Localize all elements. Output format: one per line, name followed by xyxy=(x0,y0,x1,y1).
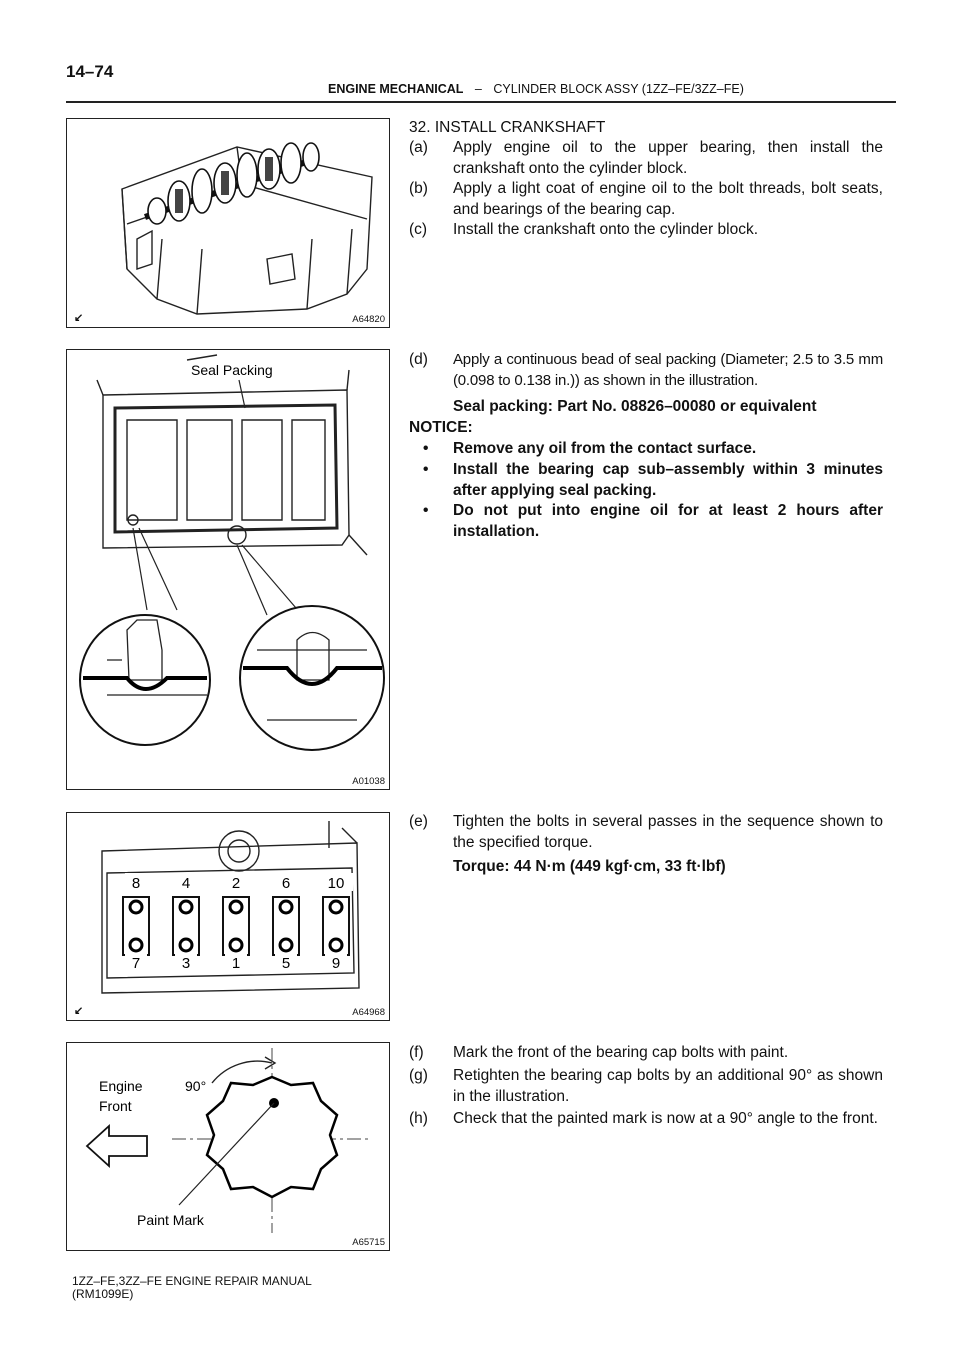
header-rule xyxy=(66,101,896,103)
step-d-spec: Seal packing: Part No. 08826–00080 or equivalent xyxy=(453,398,817,415)
figure-seal-packing xyxy=(66,349,390,790)
notice-title: NOTICE: xyxy=(409,419,473,436)
step-d-text: Apply a continuous bead of seal packing (Diameter; 2.5 to 3.5 mm (0.098 to 0.138 in.)) as shown in the illustration. xyxy=(453,351,883,389)
step-f-text: Mark the front of the bearing cap bolts with paint. xyxy=(453,1044,789,1061)
step-h-label: (h) xyxy=(409,1110,428,1127)
bolt-head-12-point xyxy=(207,1077,337,1197)
paint-mark-label: Paint Mark xyxy=(137,1212,204,1228)
step-g-label: (g) xyxy=(409,1067,428,1084)
notice-1-text: Remove any oil from the contact surface. xyxy=(453,440,757,457)
figure-code: A01038 xyxy=(352,776,385,787)
notice-bullet: • xyxy=(423,440,429,457)
step-a-text: Apply engine oil to the upper bearing, then install the crankshaft onto the cylinder block. xyxy=(453,139,883,177)
bolt-number-6: 6 xyxy=(281,875,291,892)
crankshaft-illustration xyxy=(67,119,389,327)
figure-bolt-sequence xyxy=(66,812,390,1021)
step-b-label: (b) xyxy=(409,180,428,197)
step-c-text: Install the crankshaft onto the cylinder block. xyxy=(453,221,758,238)
figure-code: A65715 xyxy=(352,1237,385,1248)
seal-packing-illustration xyxy=(67,350,389,789)
notice-3-text: Do not put into engine oil for at least 2 hours after installation. xyxy=(453,502,883,540)
figure-icon: ↙︎ xyxy=(74,312,84,324)
header-separator: – xyxy=(474,82,482,96)
footer-line-1: 1ZZ–FE,3ZZ–FE ENGINE REPAIR MANUAL xyxy=(72,1274,312,1288)
figure-crankshaft-install xyxy=(66,118,390,328)
angle-label: 90° xyxy=(185,1078,207,1094)
engine-front-label-line2: Front xyxy=(99,1098,132,1114)
notice-bullet: • xyxy=(423,502,429,519)
seal-packing-label: Seal Packing xyxy=(191,362,273,378)
engine-front-label-line1: Engine xyxy=(99,1078,143,1094)
notice-2-text: Install the bearing cap sub–assembly within 3 minutes after applying seal packing. xyxy=(453,461,883,499)
step-e-text: Tighten the bolts in several passes in the sequence shown to the specified torque. xyxy=(453,813,883,851)
step-a-label: (a) xyxy=(409,139,428,156)
header-section: ENGINE MECHANICAL xyxy=(328,82,464,96)
figure-code: A64968 xyxy=(352,1007,385,1018)
figure-code: A64820 xyxy=(352,314,385,325)
bolt-number-10: 10 xyxy=(327,875,345,892)
figure-icon: ↙︎ xyxy=(74,1005,84,1017)
step-g-text: Retighten the bearing cap bolts by an additional 90° as shown in the illustration. xyxy=(453,1067,883,1105)
bolt-number-4: 4 xyxy=(181,875,191,892)
step-h-text: Check that the painted mark is now at a 90° angle to the front. xyxy=(453,1110,878,1127)
page-number: 14–74 xyxy=(66,62,114,81)
figure-bolt-angle xyxy=(66,1042,390,1251)
notice-bullet: • xyxy=(423,461,429,478)
bolt-number-5: 5 xyxy=(281,955,291,972)
step-e-spec: Torque: 44 N·m (449 kgf·cm, 33 ft·lbf) xyxy=(453,858,726,875)
step-d-label: (d) xyxy=(409,351,428,368)
step-e-label: (e) xyxy=(409,813,428,830)
header-subsection: CYLINDER BLOCK ASSY (1ZZ–FE/3ZZ–FE) xyxy=(493,82,744,96)
bolt-number-3: 3 xyxy=(181,955,191,972)
bolt-angle-illustration xyxy=(67,1043,389,1250)
bolt-number-9: 9 xyxy=(331,955,341,972)
step-c-label: (c) xyxy=(409,221,428,238)
bolt-number-8: 8 xyxy=(131,875,141,892)
step-32-heading: 32. INSTALL CRANKSHAFT xyxy=(409,119,606,136)
bolt-number-2: 2 xyxy=(231,875,241,892)
bolt-sequence-illustration xyxy=(67,813,389,1020)
step-b-text: Apply a light coat of engine oil to the bolt threads, bolt seats, and bearings of the bearing cap. xyxy=(453,180,883,218)
step-f-label: (f) xyxy=(409,1044,424,1061)
page-header-title xyxy=(328,82,744,96)
bolt-number-1: 1 xyxy=(231,955,241,972)
bolt-number-7: 7 xyxy=(131,955,141,972)
footer-line-2: (RM1099E) xyxy=(72,1287,134,1301)
engine-front-arrow xyxy=(87,1126,147,1166)
